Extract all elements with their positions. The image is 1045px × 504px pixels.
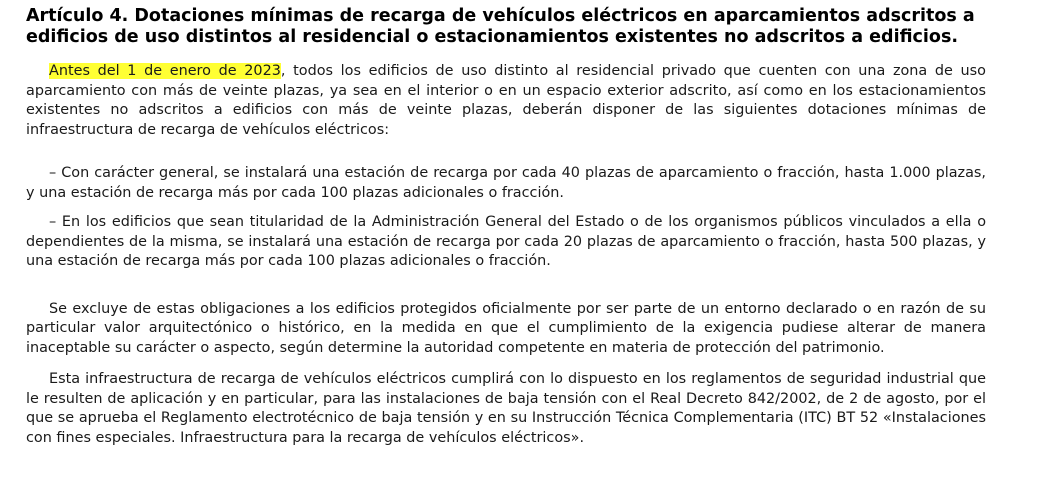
highlighted-date: Antes del 1 de enero de 2023 [49,63,281,79]
paragraph-1 [26,62,986,140]
paragraph-state-buildings: – En los edificios que sean titularidad de la Administración General del Estado o de los organismos públicos vinculados a ella o dependientes de la misma, se instalará una estación de recarga por cada 20 plazas de aparcamiento o fracción, hasta 500 plazas, y una estación de recarga más por cada 100 plazas adicionales o fracción. [26,214,986,269]
article-title: Artículo 4. Dotaciones mínimas de recarga de vehículos eléctricos en aparcamientos adscritos a edificios de uso distintos al residencial o estacionamientos existentes no adscritos a edificios. [26,6,975,47]
paragraph-exclusions: Se excluye de estas obligaciones a los edificios protegidos oficialmente por ser parte de un entorno declarado o en razón de su particular valor arquitectónico o histórico, en la medida en que el cumplimiento de la exigencia pudiese alterar de manera inaceptable su carácter o aspecto, según determine la autoridad competente en materia de protección del patrimonio. [26,300,986,356]
paragraph-regulations: Esta infraestructura de recarga de vehículos eléctricos cumplirá con lo dispuesto en los reglamentos de seguridad industrial que le resulten de aplicación y en particular, para las instalaciones de baja tensión con el Real Decreto 842/2002, de 2 de agosto, por el que se aprueba el Reglamento electrotécnico de baja tensión y en su Instrucción Técnica Complementaria (ITC) BT 52 «Instalaciones con fines especiales. Infraestructura para la recarga de vehículos eléctricos». [26,371,986,446]
document-body [26,6,986,448]
paragraph-general-rule: – Con carácter general, se instalará una estación de recarga por cada 40 plazas de aparcamiento o fracción, hasta 1.000 plazas, y una estación de recarga más por cada 100 plazas adicionales o fracción. [26,165,986,201]
paragraph-1-text: , todos los edificios de uso distinto al residencial privado que cuenten con una zona de uso aparcamiento con más de veinte plazas, ya sea en el interior o en un espacio exterior adscrito, así como en los estacionamientos existentes no adscritos a edificios con más de veinte plazas, deberán disponer de las siguientes dotaciones mínimas de infraestructura de recarga de vehículos eléctricos: [26,63,986,138]
